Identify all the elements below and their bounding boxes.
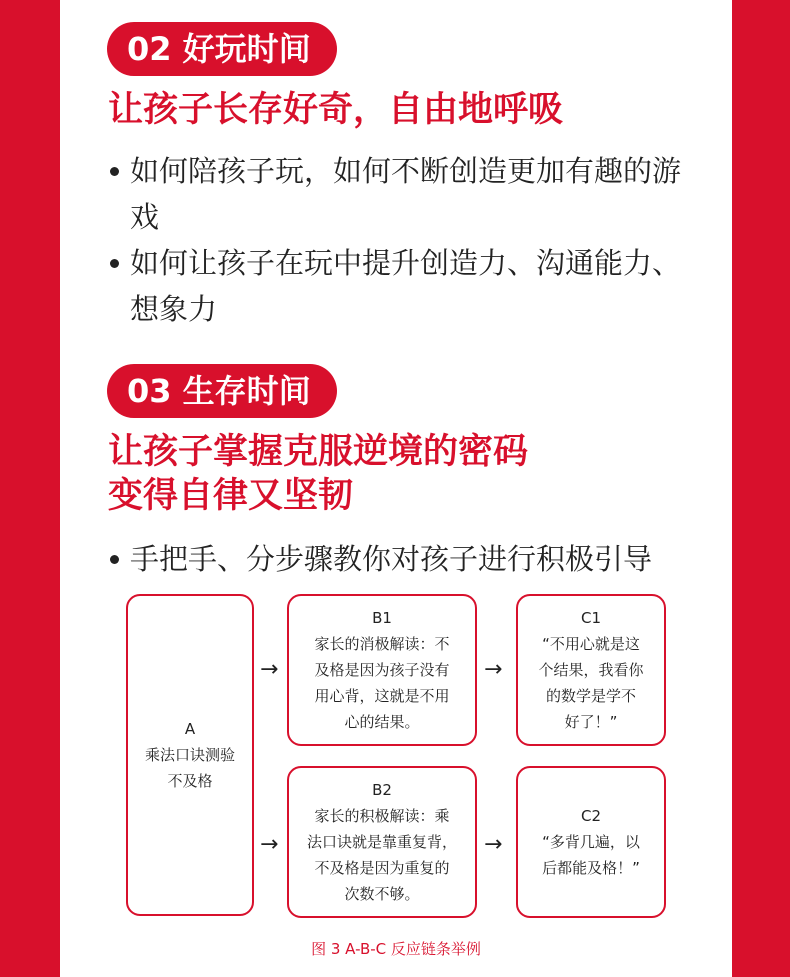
section-02-pill: 02 好玩时间 [107, 22, 337, 76]
diagram-box-a [126, 594, 254, 916]
page [60, 0, 732, 977]
diagram-box-b2 [287, 766, 477, 918]
box-c1-text: “不用心就是这 个结果，我看你 的数学是学不 好了！” [538, 635, 644, 731]
section-02-bullets [108, 148, 708, 332]
arrow-b2-c2-icon: → [484, 832, 503, 857]
arrow-a-b2-icon: → [260, 832, 279, 857]
diagram-box-c1 [516, 594, 666, 746]
box-b1-text: 家长的消极解读：不 及格是因为孩子没有 用心背，这就是不用 心的结果。 [314, 635, 450, 731]
figure-caption: 图 3 A-B-C 反应链条举例 [311, 940, 481, 958]
bullet-item [108, 148, 708, 240]
section-03-bullets [108, 536, 708, 582]
bullet-text: 如何让孩子在玩中提升创造力、沟通能力、想象力 [130, 246, 682, 326]
box-c1-title: C1 [580, 609, 602, 627]
bullet-dot-icon [110, 555, 119, 564]
arrow-a-b1-icon: → [260, 657, 279, 682]
section-02-headline: 让孩子长存好奇，自由地呼吸 [108, 90, 564, 130]
bullet-text: 手把手、分步骤教你对孩子进行积极引导 [130, 542, 653, 576]
bullet-text: 如何陪孩子玩，如何不断创造更加有趣的游戏 [130, 154, 682, 234]
box-c2-text: “多背几遍，以 后都能及格！” [542, 833, 640, 877]
box-a-title: A [184, 720, 196, 738]
bullet-dot-icon [110, 259, 119, 268]
box-b2-text: 家长的积极解读：乘 法口诀就是靠重复背， 不及格是因为重复的 次数不够。 [306, 807, 457, 903]
section-03-headline-line2: 变得自律又坚韧 [108, 476, 354, 516]
box-a-text: 乘法口诀测验 不及格 [144, 746, 235, 790]
bullet-item [108, 240, 708, 332]
bullet-item [108, 536, 708, 582]
section-03-pill: 03 生存时间 [107, 364, 337, 418]
diagram-box-b1 [287, 594, 477, 746]
box-b1-title: B1 [372, 609, 392, 627]
arrow-b1-c1-icon: → [484, 657, 503, 682]
bullet-dot-icon [110, 167, 119, 176]
box-b2-title: B2 [372, 781, 392, 799]
section-03-headline-line1: 让孩子掌握克服逆境的密码 [108, 432, 529, 472]
diagram-box-c2 [516, 766, 666, 918]
box-c2-title: C2 [580, 807, 602, 825]
